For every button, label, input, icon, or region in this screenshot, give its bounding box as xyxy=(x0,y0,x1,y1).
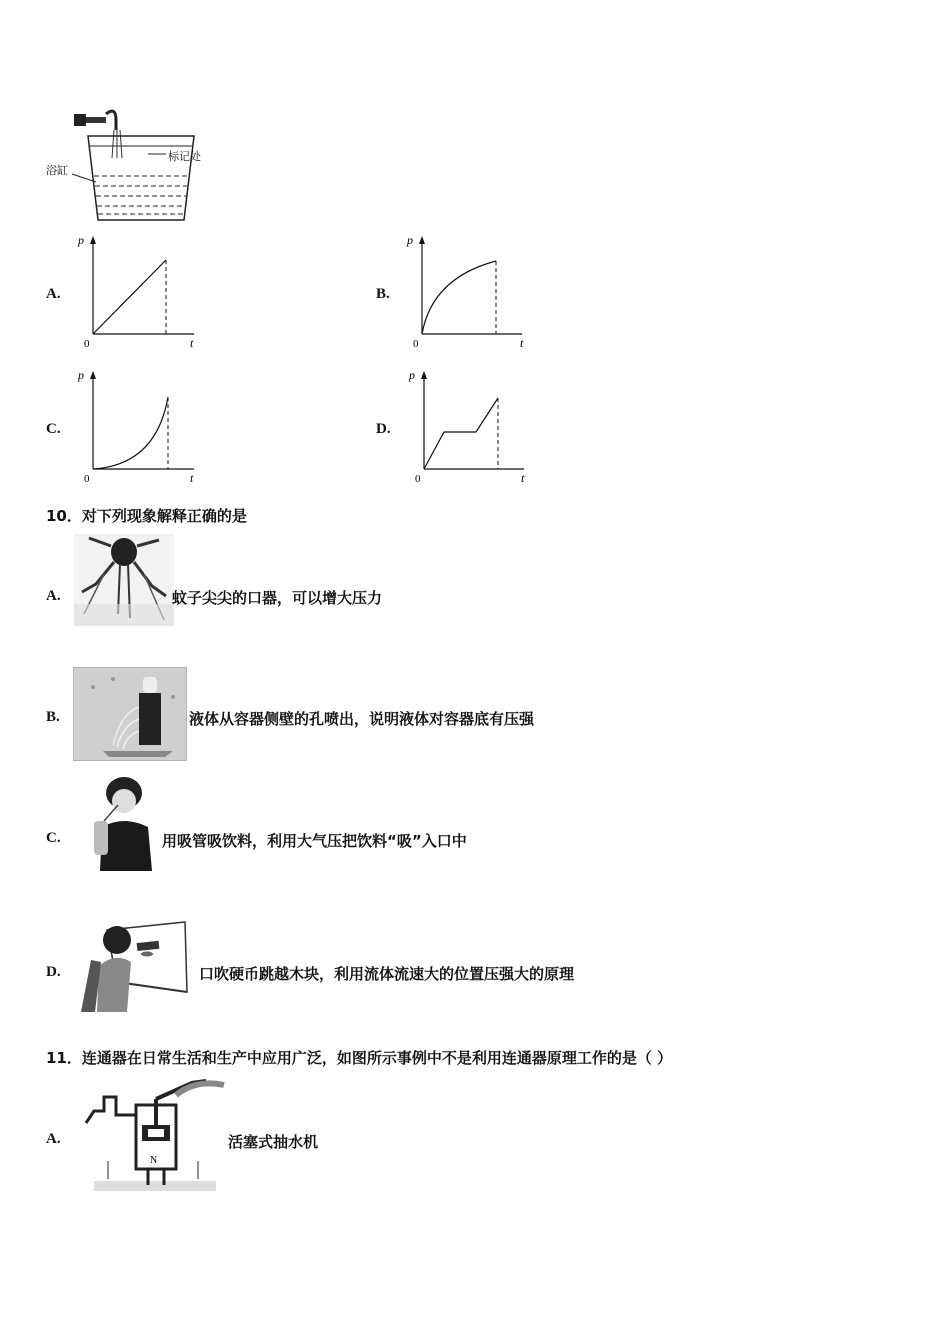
y-axis-label: p xyxy=(407,233,413,247)
series-line xyxy=(424,398,498,469)
y-axis-label: p xyxy=(409,368,415,382)
q9-option-a-label[interactable]: A. xyxy=(46,286,61,302)
bathtub-figure xyxy=(44,100,224,230)
q9-option-b-label[interactable]: B. xyxy=(376,286,390,302)
straw-drinking-image xyxy=(82,775,162,871)
q9-graph-a[interactable] xyxy=(76,228,206,353)
x-axis-label: t xyxy=(520,336,524,350)
container-holes-image xyxy=(73,667,187,761)
q11-option-a-text: 活塞式抽水机 xyxy=(228,1133,319,1151)
q10-option-d-label[interactable]: D. xyxy=(46,964,61,980)
origin-label: 0 xyxy=(413,338,419,350)
q10-option-b-text: 液体从容器侧壁的孔喷出，说明液体对容器底有压强 xyxy=(189,710,535,728)
y-axis-label: p xyxy=(78,368,84,382)
svg-text:N: N xyxy=(150,1155,158,1166)
mark-label: 标记处 xyxy=(168,150,201,163)
q10-option-c-text: 用吸管吸饮料，利用大气压把饮料“吸”入口中 xyxy=(162,832,467,850)
series-line xyxy=(93,260,166,334)
origin-label: 0 xyxy=(84,338,90,350)
x-axis-label: t xyxy=(521,471,525,485)
q11-stem: 11．连通器在日常生活和生产中应用广泛，如图所示事例中不是利用连通器原理工作的是（ ） xyxy=(46,1049,673,1067)
q9-graph-c[interactable] xyxy=(76,363,206,488)
q10-stem: 10．对下列现象解释正确的是 xyxy=(46,507,247,525)
bathtub-drawing xyxy=(44,100,224,230)
tub-label: 浴缸 xyxy=(46,164,68,177)
series-line xyxy=(422,261,496,334)
q9-option-c-label[interactable]: C. xyxy=(46,421,61,437)
q10-option-a-text: 蚊子尖尖的口器，可以增大压力 xyxy=(172,589,383,607)
q10-option-b-label[interactable]: B. xyxy=(46,709,60,725)
series-line xyxy=(93,397,168,469)
q9-graph-d[interactable] xyxy=(402,363,532,488)
q10-option-a-label[interactable]: A. xyxy=(46,588,61,604)
origin-label: 0 xyxy=(84,473,90,485)
faucet-handle-icon xyxy=(74,114,86,126)
y-axis-label: p xyxy=(78,233,84,247)
x-axis-label: t xyxy=(190,471,194,485)
mosquito-image xyxy=(74,534,174,626)
piston-pump-image xyxy=(76,1075,226,1193)
q9-option-d-label[interactable]: D. xyxy=(376,421,391,437)
coin-blowing-image xyxy=(77,920,189,1012)
q10-option-c-label[interactable]: C. xyxy=(46,830,61,846)
x-axis-label: t xyxy=(190,336,194,350)
q10-option-d-text: 口吹硬币跳越木块，利用流体流速大的位置压强大的原理 xyxy=(199,965,575,983)
q9-graph-b[interactable] xyxy=(402,228,532,353)
origin-label: 0 xyxy=(415,473,421,485)
q11-option-a-label[interactable]: A. xyxy=(46,1131,61,1147)
